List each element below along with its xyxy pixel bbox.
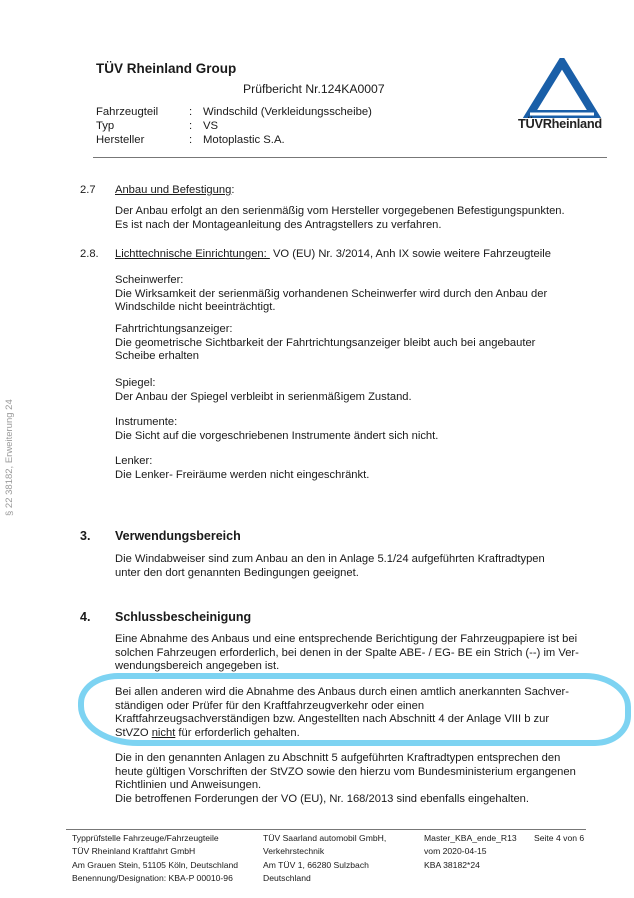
text-line: wendungsbereich angegeben ist. [115, 660, 280, 673]
item-headlights [115, 274, 610, 315]
text-line: Die Sicht auf die vorgeschriebenen Instrumente ändert sich nicht. [115, 429, 439, 442]
text-line: Der Anbau der Spiegel verbleibt in serienmäßigem Zustand. [115, 390, 412, 403]
footer-divider [66, 829, 586, 830]
text-line: unter den dort genannten Bedingungen geeignet. [115, 566, 359, 579]
text-line: Richtlinien und Anweisungen. [115, 779, 262, 792]
meta-label: Fahrzeugteil [96, 106, 159, 118]
section-title: Schlussbescheinigung [115, 610, 252, 624]
meta-sep: : [189, 134, 193, 146]
footer-line: TÜV Rheinland Kraftfahrt GmbH [72, 846, 196, 857]
meta-sep: : [189, 120, 193, 132]
footer-line: TÜV Saarland automobil GmbH, [263, 833, 387, 843]
highlighted-paragraph [115, 686, 610, 740]
text-line: heute gültigen Vorschriften der StVZO sowie den hierzu vom Bundesministerium ergangenen [115, 765, 576, 778]
text-line: Die geometrische Sichtbarkeit der Fahrtrichtungsanzeiger bleibt auch bei angebauter [115, 336, 536, 349]
section-title-suffix: : [231, 184, 235, 196]
section-title: Verwendungsbereich [115, 529, 241, 543]
paragraph [115, 752, 610, 806]
section-number: 4. [80, 610, 91, 624]
tuv-rheinland-logo [516, 58, 608, 138]
footer-col-lab [72, 832, 238, 886]
item-label: Instrumente: [115, 416, 178, 428]
footer-line: Master_KBA_ende_R13 [424, 833, 517, 843]
paragraph [115, 633, 610, 674]
text-fragment: für erforderlich gehalten. [175, 726, 300, 739]
item-label: Scheinwerfer: [115, 274, 184, 286]
meta-value: Windschild (Verkleidungsscheibe) [203, 106, 372, 118]
header-divider [93, 157, 607, 158]
text-line: Kraftfahrzeugsachverständigen bzw. Angestellten nach Abschnitt 4 der Anlage VIII b zur [115, 713, 550, 726]
section-heading [115, 248, 551, 262]
section-number: 2.7 [80, 184, 96, 196]
report-title: Prüfbericht Nr.124KA0007 [243, 82, 385, 96]
footer-line: Am Grauen Stein, 51105 Köln, Deutschland [72, 859, 239, 870]
section-title-suffix: VO (EU) Nr. 3/2014, Anh IX sowie weitere Fahrzeugteile [269, 248, 551, 260]
footer-col-saarland [263, 832, 386, 886]
item-instruments [115, 416, 610, 443]
section-heading [115, 184, 234, 198]
text-line: Die betroffenen Forderungen der VO (EU), Nr. 168/2013 sind ebenfalls eingehalten. [115, 792, 529, 805]
text-line: Die Wirksamkeit der serienmäßig vorhandenen Scheinwerfer wird durch den Anbau der [115, 287, 548, 300]
footer-line: Verkehrstechnik [263, 846, 325, 857]
footer-line: vom 2020-04-15 [424, 846, 487, 857]
side-note: § 22 38182, Erweiterung 24 [4, 399, 15, 516]
company-name: TÜV Rheinland Group [96, 61, 237, 76]
text-line: Die Lenker- Freiräume werden nicht eingeschränkt. [115, 468, 370, 481]
section-title: Lichttechnische Einrichtungen: [115, 248, 270, 260]
section-title: Anbau und Befestigung [115, 184, 232, 196]
text-line: ständigen oder Prüfer für den Kraftfahrzeugverkehr oder einen [115, 699, 425, 712]
logo-text: TÜVRheinland [518, 116, 602, 131]
meta-value: VS [203, 120, 219, 132]
item-label: Lenker: [115, 455, 153, 467]
page-number: Seite 4 von 6 [534, 833, 585, 843]
footer-line: Deutschland [263, 873, 311, 884]
text-line: Die Windabweiser sind zum Anbau an den in Anlage 5.1/24 aufgeführten Kraftradtypen [115, 553, 545, 565]
item-label: Fahrtrichtungsanzeiger: [115, 323, 233, 335]
text-line: Scheibe erhalten [115, 350, 199, 363]
text-line: Bei allen anderen wird die Abnahme des Anbaus durch einen amtlich anerkannten Sachver- [115, 686, 570, 698]
item-label: Spiegel: [115, 377, 156, 389]
meta-label: Hersteller [96, 134, 145, 146]
emphasis-nicht: nicht [151, 726, 176, 739]
text-line: Windschilde nicht beeinträchtigt. [115, 301, 276, 314]
paragraph [115, 553, 610, 580]
meta-value: Motoplastic S.A. [203, 134, 285, 146]
text-line: Die in den genannten Anlagen zu Abschnitt 5 aufgeführten Kraftradtypen entsprechen den [115, 752, 561, 764]
section-number: 2.8. [80, 248, 99, 260]
item-indicators [115, 323, 610, 364]
item-mirrors [115, 377, 610, 404]
footer-col-master [424, 832, 517, 872]
footer-line: KBA 38182*24 [424, 859, 480, 870]
text-line: Der Anbau erfolgt an den serienmäßig vom Hersteller vorgegebenen Befestigungspunkten. [115, 205, 565, 217]
text-line [115, 727, 610, 741]
text-fragment: StVZO [115, 726, 152, 739]
section-number: 3. [80, 529, 91, 543]
meta-sep: : [189, 106, 193, 118]
footer-line: Benennung/Designation: KBA-P 00010-96 [72, 873, 233, 884]
paragraph [115, 205, 610, 232]
footer-line: Am TÜV 1, 66280 Sulzbach [263, 859, 369, 870]
footer-line: Typprüfstelle Fahrzeuge/Fahrzeugteile [72, 833, 219, 843]
item-handlebar [115, 455, 610, 482]
text-line: Eine Abnahme des Anbaus und eine entsprechende Berichtigung der Fahrzeugpapiere ist bei [115, 633, 578, 645]
text-line: Es ist nach der Montageanleitung des Antragstellers zu verfahren. [115, 218, 442, 231]
text-line: solchen Fahrzeugen erforderlich, bei denen in der Spalte ABE- / EG- BE ein Strich (--) im Ver- [115, 646, 579, 659]
meta-label: Typ [96, 120, 115, 132]
